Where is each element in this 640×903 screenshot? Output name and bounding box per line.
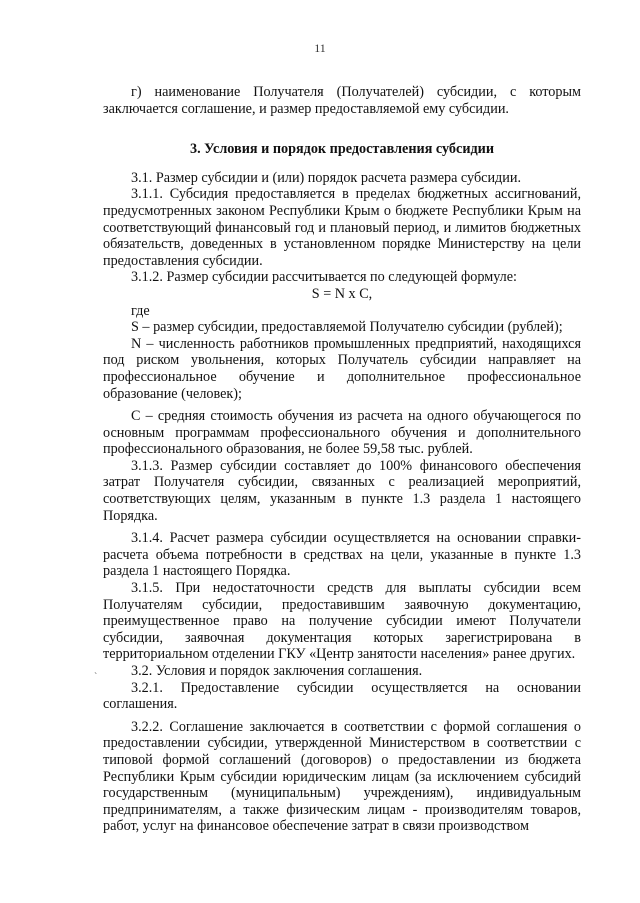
margin-mark: ` xyxy=(94,672,98,683)
definition-n: N – численность работников промышленных предприятий, находящихся под риском увольнения, которых Получатель субсидии направляет на профессиональное обучение и дополнительное профессиональное образование (человек); xyxy=(103,335,581,402)
document-body xyxy=(103,84,581,835)
paragraph-3-1: 3.1. Размер субсидии и (или) порядок расчета размера субсидии. xyxy=(131,169,522,186)
paragraph-3-1-1: 3.1.1. Субсидия предоставляется в пределах бюджетных ассигнований, предусмотренных законом Республики Крым о бюджете Республики Крым на соответствующий финансовый год и плановый период, и лимитов бюджетных обязательств, доведенных в установленном порядке Министерству на цели предоставления субсидии. xyxy=(103,186,581,269)
paragraph-3-2-2: 3.2.2. Соглашение заключается в соответствии с формой соглашения о предоставлении субсидии, утвержденной Министерством в соответствии с типовой формой соглашений (договоров) о предоставлении из бюджета Республики Крым субсидии юридическим лицам (за исключением субсидий государственным (муниципальным) учреждениям), индивидуальным предпринимателям, а также физическим лицам - производителям товаров, работ, услуг на финансовое обеспечение затрат в связи производством xyxy=(103,718,581,835)
definition-s: S – размер субсидии, предоставляемой Получателю субсидии (рублей); xyxy=(131,319,563,336)
paragraph-3-1-3: 3.1.3. Размер субсидии составляет до 100% финансового обеспечения затрат Получателя субсидии, связанных с реализацией мероприятий, соответствующих целям, указанным в пункте 1.3 раздела 1 настоящего Порядка. xyxy=(103,457,581,524)
section-heading: 3. Условия и порядок предоставления субсидии xyxy=(189,141,495,158)
paragraph-3-1-4: 3.1.4. Расчет размера субсидии осуществляется на основании справки-расчета объема потребности в средствах на цели, указанные в пункте 1.3 раздела 1 настоящего Порядка. xyxy=(103,530,581,580)
where-label: где xyxy=(131,302,150,319)
paragraph-3-2-1: 3.2.1. Предоставление субсидии осуществляется на основании соглашения. xyxy=(103,679,581,713)
formula: S = N x C, xyxy=(311,285,373,302)
item-g-paragraph: г) наименование Получателя (Получателей) субсидии, с которым заключается соглашение, и размер предоставляемой ему субсидии. xyxy=(103,84,581,117)
paragraph-3-1-2: 3.1.2. Размер субсидии рассчитывается по следующей формуле: xyxy=(131,269,517,286)
paragraph-3-2: 3.2. Условия и порядок заключения соглашения. xyxy=(131,663,423,679)
paragraph-3-1-5: 3.1.5. При недостаточности средств для выплаты субсидии всем Получателям субсидии, предоставившим заявочную документацию, преимущественное право на получение субсидии имеют Получатели субсидии, заявочная документация которых зарегистрирована в территориальном отделении ГКУ «Центр занятости населения» ранее других. xyxy=(103,580,581,663)
page-number: 11 xyxy=(314,41,326,55)
definition-c: С – средняя стоимость обучения из расчета на одного обучающегося по основным программам профессионального обучения и дополнительного профессионального образования, не более 59,58 тыс. рублей. xyxy=(103,408,581,458)
